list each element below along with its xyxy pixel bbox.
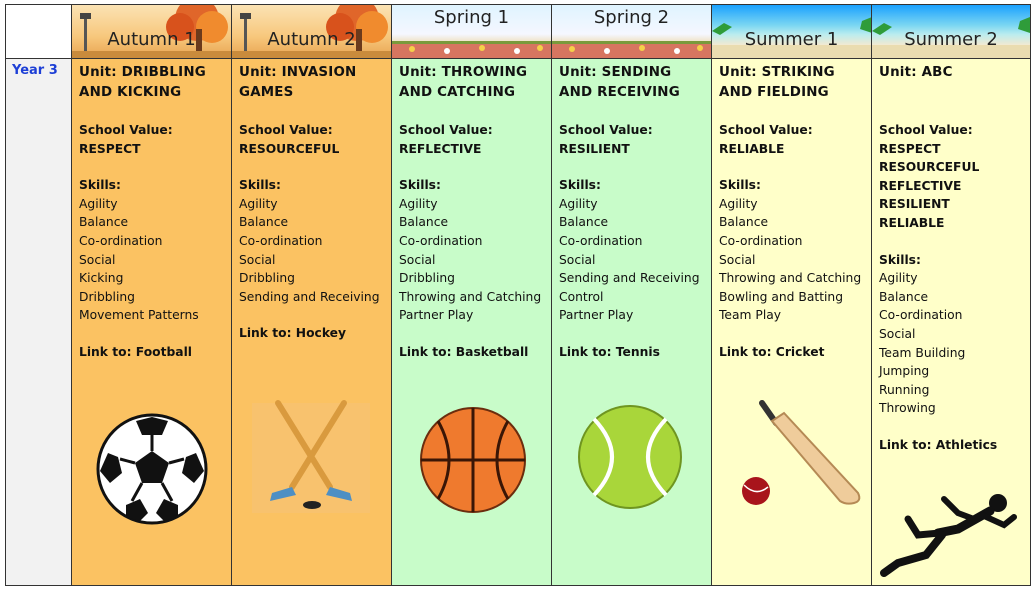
link-text: Link to: Cricket bbox=[719, 344, 825, 359]
skills-label: Skills: bbox=[879, 252, 921, 267]
skill-item: Movement Patterns bbox=[79, 308, 199, 323]
school-value: RELIABLE bbox=[879, 215, 945, 230]
header-title: Spring 2 bbox=[593, 7, 670, 28]
school-value: REFLECTIVE bbox=[879, 178, 962, 193]
skill-item: Social bbox=[239, 252, 276, 267]
skill-item: Co-ordination bbox=[79, 233, 163, 248]
school-value-label: School Value: bbox=[559, 123, 653, 137]
skill-item: Social bbox=[879, 326, 916, 341]
skills-label: Skills: bbox=[559, 178, 601, 193]
link-text: Link to: Hockey bbox=[239, 326, 347, 341]
skill-item: Balance bbox=[719, 215, 769, 230]
skill-item: Bowling and Batting bbox=[719, 289, 844, 304]
skill-item: Co-ordination bbox=[719, 233, 803, 248]
corner-cell bbox=[6, 5, 72, 59]
skill-item: Agility bbox=[399, 196, 438, 211]
school-value: RELIABLE bbox=[719, 141, 785, 156]
link-text: Link to: Basketball bbox=[399, 344, 529, 359]
row-label: Year 3 bbox=[12, 63, 58, 78]
skill-item: Sending and Receiving bbox=[559, 271, 700, 286]
link-text: Link to: Athletics bbox=[879, 437, 998, 452]
unit-cell-spring-2 bbox=[552, 59, 712, 585]
header-autumn-2 bbox=[232, 5, 392, 59]
unit-cell-summer-1 bbox=[712, 59, 872, 585]
school-value: RESILIENT bbox=[879, 197, 950, 212]
row-label-cell bbox=[6, 59, 72, 585]
skill-item: Throwing bbox=[879, 401, 936, 416]
header-spring-1 bbox=[392, 5, 552, 59]
skill-item: Agility bbox=[559, 196, 598, 211]
school-value: RESPECT bbox=[879, 141, 941, 156]
sprinter-icon bbox=[878, 489, 1023, 579]
link-text: Link to: Football bbox=[79, 344, 192, 359]
school-value: RESOURCEFUL bbox=[239, 141, 340, 156]
skill-item: Running bbox=[879, 382, 930, 397]
curriculum-table bbox=[5, 4, 1031, 586]
unit-title: Unit: DRIBBLING AND KICKING bbox=[79, 65, 206, 100]
skill-item: Sending and Receiving bbox=[239, 289, 380, 304]
school-value: RESILIENT bbox=[559, 141, 630, 156]
skill-item: Balance bbox=[239, 215, 289, 230]
skill-item: Jumping bbox=[879, 364, 930, 379]
unit-title: Unit: ABC bbox=[879, 65, 953, 80]
tennis-ball-icon bbox=[576, 403, 684, 511]
cricket-bat-ball-icon bbox=[730, 397, 870, 517]
skill-item: Co-ordination bbox=[559, 233, 643, 248]
unit-title: Unit: STRIKING AND FIELDING bbox=[719, 65, 835, 100]
school-value-label: School Value: bbox=[399, 123, 493, 137]
football-icon bbox=[96, 413, 208, 525]
school-value: RESOURCEFUL bbox=[879, 160, 980, 175]
skill-item: Agility bbox=[79, 196, 118, 211]
unit-cell-spring-1 bbox=[392, 59, 552, 585]
basketball-icon bbox=[418, 405, 528, 515]
skill-item: Control bbox=[559, 289, 604, 304]
skill-item: Social bbox=[79, 252, 116, 267]
header-summer-2 bbox=[872, 5, 1030, 59]
school-value: REFLECTIVE bbox=[399, 141, 482, 156]
header-autumn-1 bbox=[72, 5, 232, 59]
header-title: Autumn 2 bbox=[267, 29, 356, 50]
header-title: Spring 1 bbox=[433, 7, 510, 28]
skill-item: Social bbox=[719, 252, 756, 267]
skill-item: Social bbox=[399, 252, 436, 267]
skill-item: Agility bbox=[879, 271, 918, 286]
skill-item: Agility bbox=[239, 196, 278, 211]
skill-item: Balance bbox=[559, 215, 609, 230]
skill-item: Balance bbox=[79, 215, 129, 230]
skill-item: Team Building bbox=[879, 345, 966, 360]
unit-cell-summer-2 bbox=[872, 59, 1030, 585]
header-title: Summer 2 bbox=[904, 29, 998, 50]
skill-item: Dribbling bbox=[79, 289, 135, 304]
hockey-sticks-icon bbox=[246, 397, 376, 517]
skill-item: Throwing and Catching bbox=[719, 271, 862, 286]
header-title: Summer 1 bbox=[744, 29, 839, 50]
skill-item: Partner Play bbox=[559, 308, 634, 323]
skills-label: Skills: bbox=[79, 178, 121, 193]
header-title: Autumn 1 bbox=[107, 29, 196, 50]
school-value-label: School Value: bbox=[879, 123, 973, 137]
skill-item: Dribbling bbox=[399, 271, 455, 286]
skill-item: Co-ordination bbox=[879, 308, 963, 323]
unit-cell-autumn-1 bbox=[72, 59, 232, 585]
link-text: Link to: Tennis bbox=[559, 344, 660, 359]
skills-label: Skills: bbox=[239, 178, 281, 193]
unit-cell-autumn-2 bbox=[232, 59, 392, 585]
skill-item: Team Play bbox=[719, 308, 782, 323]
school-value-label: School Value: bbox=[239, 123, 333, 137]
skills-label: Skills: bbox=[719, 178, 761, 193]
header-spring-2 bbox=[552, 5, 712, 59]
skill-item: Balance bbox=[879, 289, 929, 304]
skill-item: Co-ordination bbox=[239, 233, 323, 248]
school-value: RESPECT bbox=[79, 141, 141, 156]
skill-item: Co-ordination bbox=[399, 233, 483, 248]
skill-item: Partner Play bbox=[399, 308, 474, 323]
unit-title: Unit: THROWING AND CATCHING bbox=[399, 65, 528, 100]
skill-item: Throwing and Catching bbox=[399, 289, 542, 304]
unit-title: Unit: SENDING AND RECEIVING bbox=[559, 65, 680, 100]
school-value-label: School Value: bbox=[79, 123, 173, 137]
header-summer-1 bbox=[712, 5, 872, 59]
skill-item: Agility bbox=[719, 196, 758, 211]
skill-item: Social bbox=[559, 252, 596, 267]
skill-item: Dribbling bbox=[239, 271, 295, 286]
school-value-label: School Value: bbox=[719, 123, 813, 137]
skill-item: Kicking bbox=[79, 271, 124, 286]
unit-title: Unit: INVASION GAMES bbox=[239, 65, 357, 100]
skill-item: Balance bbox=[399, 215, 449, 230]
skills-label: Skills: bbox=[399, 178, 441, 193]
